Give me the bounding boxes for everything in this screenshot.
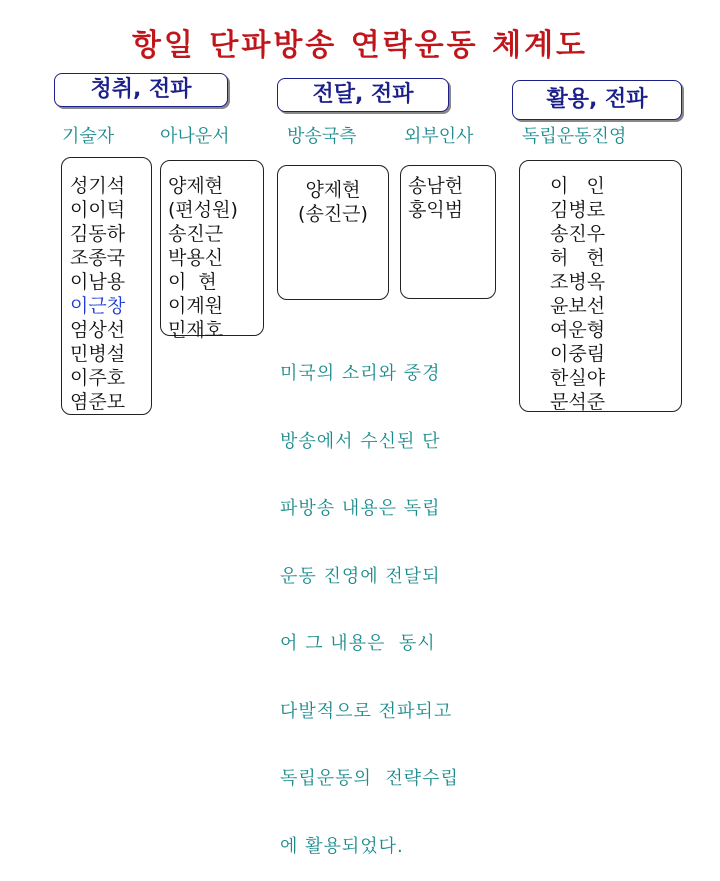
list-item: 이중림 [550, 343, 606, 365]
note-line: 어 그 내용은 동시 [280, 633, 436, 654]
list-item: 민병설 [70, 343, 126, 365]
list-item: 송진우 [550, 223, 606, 245]
list-item: 조병옥 [550, 271, 606, 293]
header-listen-spread: 청취, 전파 [54, 73, 228, 107]
list-item: 이남용 [70, 271, 126, 293]
explanation-note [280, 318, 505, 881]
list-item: 허 헌 [550, 247, 605, 269]
header-use-spread: 활용, 전파 [512, 80, 682, 120]
list-item: 조종국 [70, 247, 126, 269]
list-item: 양제현 [305, 179, 361, 201]
outsiders-list [408, 174, 463, 222]
note-line: 미국의 소리와 중경 [280, 363, 441, 384]
list-item: 이주호 [70, 367, 126, 389]
subheader-station: 방송국측 [287, 126, 357, 147]
list-item-highlighted: 이근창 [70, 295, 126, 317]
list-item: 엄상선 [70, 319, 126, 341]
station-list [288, 178, 378, 226]
list-item: 민재호 [168, 319, 224, 341]
independence-list [550, 174, 605, 414]
header-deliver-spread: 전달, 전파 [277, 78, 449, 112]
list-item: (편성원) [168, 199, 238, 221]
note-line: 에 활용되었다. [280, 835, 404, 857]
list-item: 송남헌 [408, 175, 464, 197]
note-line: 운동 진영에 전달되 [280, 565, 441, 587]
list-item: 문석준 [550, 391, 606, 413]
subheader-independence-movement: 독립운동진영 [522, 126, 627, 147]
list-item: 이계원 [168, 295, 224, 317]
announcers-list [168, 174, 238, 342]
diagram-title: 항일 단파방송 연락운동 체계도 [131, 28, 589, 63]
technicians-list [70, 174, 125, 414]
list-item: 이 인 [550, 175, 605, 197]
list-item: 양제현 [168, 175, 224, 197]
list-item: 이 현 [168, 271, 217, 293]
list-item: 염준모 [70, 391, 126, 413]
note-line: 독립운동의 전략수립 [280, 768, 459, 789]
list-item: 박용신 [168, 247, 224, 269]
list-item: 이이덕 [70, 199, 126, 221]
note-line: 파방송 내용은 독립 [280, 498, 441, 519]
list-item: (송진근) [298, 203, 368, 225]
list-item: 한실야 [550, 367, 606, 389]
list-item: 성기석 [70, 175, 126, 197]
list-item: 윤보선 [550, 295, 606, 317]
subheader-technicians: 기술자 [62, 126, 115, 147]
list-item: 홍익범 [408, 199, 464, 221]
list-item: 김병로 [550, 199, 606, 221]
list-item: 김동하 [70, 223, 126, 245]
subheader-announcers: 아나운서 [160, 126, 230, 147]
note-line: 다발적으로 전파되고 [280, 700, 453, 722]
subheader-outsiders: 외부인사 [404, 126, 474, 147]
note-line: 방송에서 수신된 단 [280, 430, 441, 452]
list-item: 여운형 [550, 319, 606, 341]
list-item: 송진근 [168, 223, 224, 245]
